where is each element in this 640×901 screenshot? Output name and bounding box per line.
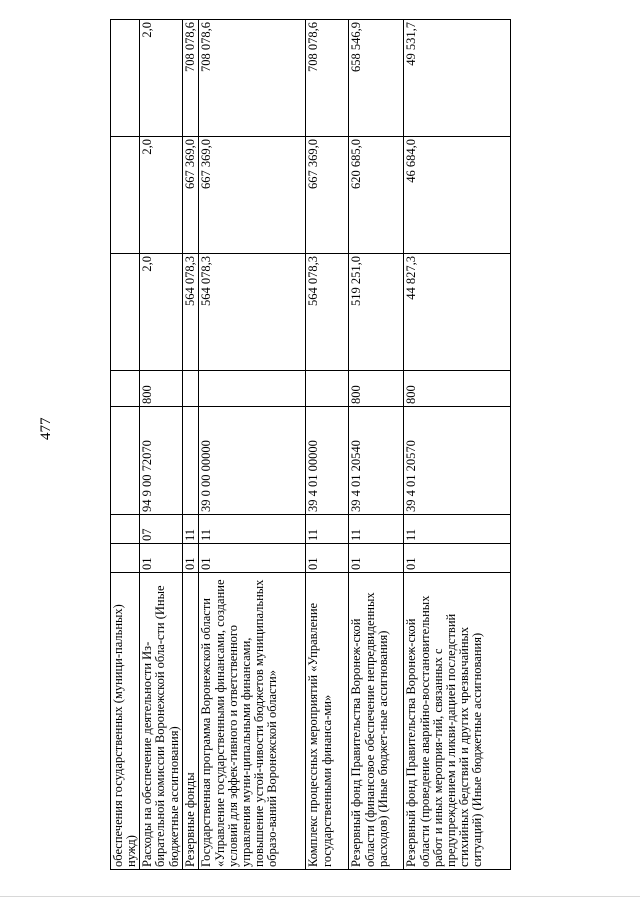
row-year2 bbox=[111, 137, 140, 254]
table-row bbox=[111, 20, 140, 870]
budget-table-rotated bbox=[110, 19, 511, 870]
row-pr: 11 bbox=[183, 515, 199, 544]
row-rz bbox=[111, 544, 140, 573]
row-year3: 708 078,6 bbox=[306, 20, 349, 137]
row-csr: 39 4 01 20570 bbox=[404, 407, 511, 515]
row-vr: 800 bbox=[140, 371, 183, 407]
row-vr bbox=[183, 371, 199, 407]
scan-edge-divider bbox=[0, 896, 640, 897]
table-row bbox=[306, 20, 349, 870]
row-name: Государственная программа Воронежской области «Управление государственными финансами, создание условий для эффек-тивного и ответственного управления муни-ципальными финансами, повышение устой-чивости бюджетов муниципальных образо-ваний Воронежской области» bbox=[199, 573, 306, 870]
row-csr: 39 4 01 20540 bbox=[349, 407, 404, 515]
row-year1: 519 251,0 bbox=[349, 254, 404, 371]
row-rz: 01 bbox=[140, 544, 183, 573]
row-vr bbox=[199, 371, 306, 407]
row-year3: 2,0 bbox=[140, 20, 183, 137]
row-name: Резервный фонд Правительства Воронеж-ской области (финансовое обеспечение непредвиденных расходов) (Иные бюджет-ные ассигнования) bbox=[349, 573, 404, 870]
row-year1: 564 078,3 bbox=[183, 254, 199, 371]
row-year2: 667 369,0 bbox=[199, 137, 306, 254]
page-number: 477 bbox=[38, 417, 54, 440]
row-year2: 667 369,0 bbox=[183, 137, 199, 254]
row-pr: 11 bbox=[349, 515, 404, 544]
row-vr bbox=[111, 371, 140, 407]
row-year2: 46 684,0 bbox=[404, 137, 511, 254]
row-year2: 2,0 bbox=[140, 137, 183, 254]
row-vr: 800 bbox=[349, 371, 404, 407]
table-row bbox=[404, 20, 511, 870]
row-name: обеспечения государственных (муници-пальных) нужд) bbox=[111, 573, 140, 870]
row-pr: 07 bbox=[140, 515, 183, 544]
row-csr bbox=[111, 407, 140, 515]
row-pr: 11 bbox=[199, 515, 306, 544]
row-year1: 2,0 bbox=[140, 254, 183, 371]
table-row bbox=[140, 20, 183, 870]
row-name: Резервные фонды bbox=[183, 573, 199, 870]
table-row bbox=[199, 20, 306, 870]
row-vr: 800 bbox=[404, 371, 511, 407]
row-csr: 94 9 00 72070 bbox=[140, 407, 183, 515]
budget-table bbox=[110, 19, 511, 870]
row-rz: 01 bbox=[183, 544, 199, 573]
row-year1: 564 078,3 bbox=[199, 254, 306, 371]
row-rz: 01 bbox=[349, 544, 404, 573]
row-csr: 39 4 01 00000 bbox=[306, 407, 349, 515]
row-year1: 564 078,3 bbox=[306, 254, 349, 371]
row-year3: 49 531,7 bbox=[404, 20, 511, 137]
row-name: Комплекс процессных мероприятий «Управление государственными финанса-ми» bbox=[306, 573, 349, 870]
row-pr: 11 bbox=[404, 515, 511, 544]
row-pr bbox=[111, 515, 140, 544]
row-year3: 658 546,9 bbox=[349, 20, 404, 137]
row-csr bbox=[183, 407, 199, 515]
row-rz: 01 bbox=[306, 544, 349, 573]
table-row bbox=[183, 20, 199, 870]
row-name: Резервный фонд Правительства Воронеж-ской области (проведение аварийно-восстановительных работ и иных мероприя-тий, связанных с предупреждением и ликви-дацией последствий стихийных бедствий и других чрезвычайных ситуаций) (Иные бюджетные ассигнования) bbox=[404, 573, 511, 870]
row-year2: 667 369,0 bbox=[306, 137, 349, 254]
row-year3: 708 078,6 bbox=[199, 20, 306, 137]
row-year3: 708 078,6 bbox=[183, 20, 199, 137]
table-row bbox=[349, 20, 404, 870]
row-pr: 11 bbox=[306, 515, 349, 544]
row-rz: 01 bbox=[404, 544, 511, 573]
row-vr bbox=[306, 371, 349, 407]
row-year1: 44 827,3 bbox=[404, 254, 511, 371]
row-rz: 01 bbox=[199, 544, 306, 573]
row-csr: 39 0 00 00000 bbox=[199, 407, 306, 515]
row-year2: 620 685,0 bbox=[349, 137, 404, 254]
row-year3 bbox=[111, 20, 140, 137]
row-name: Расходы на обеспечение деятельности Из-бирательной комиссии Воронежской обла-сти (Иные бюджетные ассигнования) bbox=[140, 573, 183, 870]
row-year1 bbox=[111, 254, 140, 371]
